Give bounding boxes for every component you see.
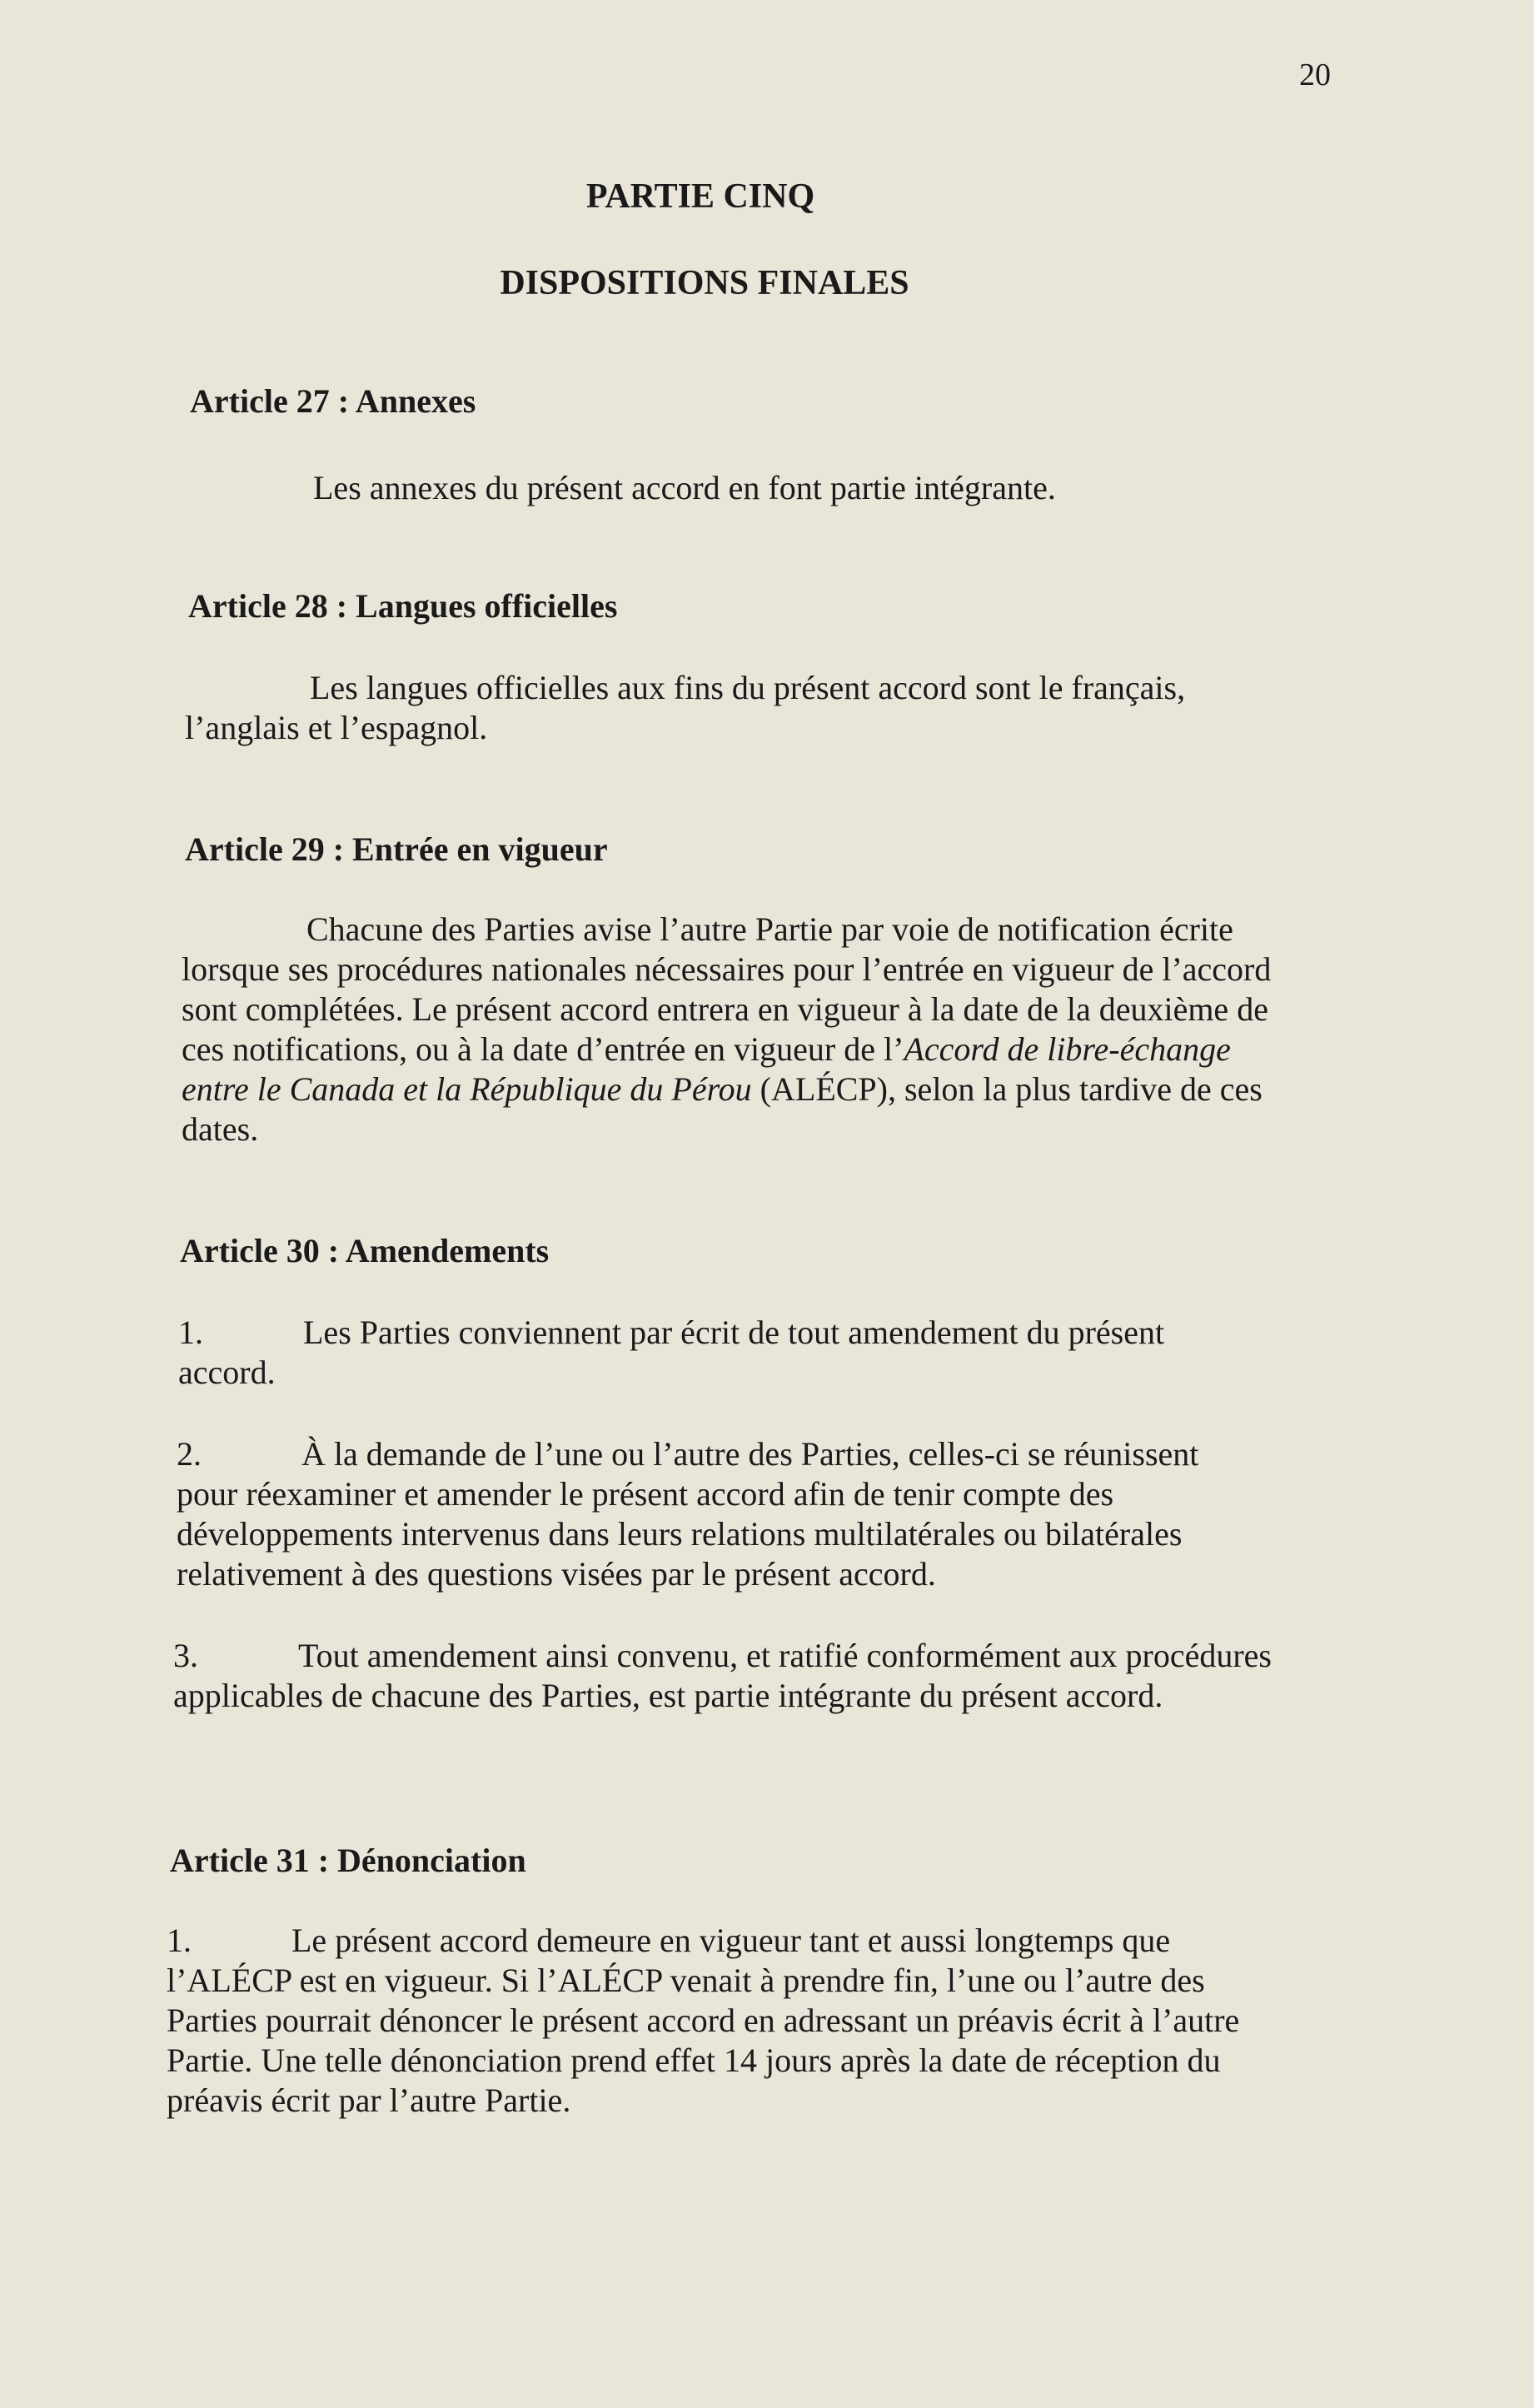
part-subtitle: DISPOSITIONS FINALES — [500, 264, 909, 302]
article-29-heading: Article 29 : Entrée en vigueur — [185, 830, 608, 868]
article-27-heading: Article 27 : Annexes — [190, 382, 476, 420]
article-30-heading: Article 30 : Amendements — [180, 1232, 550, 1269]
article-29-agreement-title: Accord de libre-échange entre le Canada et la République du Pérou — [182, 1030, 1231, 1108]
article-28-heading: Article 28 : Langues officielles — [188, 587, 618, 625]
paragraph-number: 2. — [177, 1435, 202, 1473]
article-27-text: Les annexes du présent accord en font partie intégrante. — [313, 469, 1056, 506]
article-31-heading: Article 31 : Dénonciation — [170, 1842, 526, 1879]
article-29-text-end: (ALÉCP), selon la plus tardive de ces dates. — [182, 1070, 1263, 1148]
paragraph-text: À la demande de l’une ou l’autre des Parties, celles-ci se réunissent pour réexaminer et amender le présent accord afin de tenir compte des développements intervenus dans leurs relations multilatérales ou bilatérales relativement à des questions visées par le présent accord. — [177, 1435, 1199, 1593]
article-29-text: Chacune des Parties avise l’autre Partie par voie de notification écrite lorsque ses procédures nationales nécessaires pour l’entrée en vigueur de l’accord sont complétées. Le présent accord entrera en vigueur à la date de la deuxième de ces notifications, ou à la date d’entrée en vigueur de l’ — [182, 910, 1272, 1068]
part-title: PARTIE CINQ — [585, 177, 815, 216]
article-30-paragraph-2 — [177, 1434, 1259, 1594]
paragraph-number: 3. — [173, 1637, 198, 1674]
paragraph-number: 1. — [178, 1314, 203, 1351]
article-31-paragraph-1 — [167, 1921, 1299, 2121]
page-number: 20 — [1299, 57, 1331, 92]
paragraph-number: 1. — [167, 1922, 192, 1959]
article-30-paragraph-1 — [178, 1313, 1261, 1393]
paragraph-text: Le présent accord demeure en vigueur tant et aussi longtemps que l’ALÉCP est en vigueur. Si l’ALÉCP venait à prendre fin, l’une ou l’autre des Parties pourrait dénoncer le présent accord en adressant un préavis écrit à l’autre Partie. Une telle dénonciation prend effet 14 jours après la date de réception du préavis écrit par l’autre Partie. — [167, 1922, 1240, 2119]
paragraph-text: Les Parties conviennent par écrit de tout amendement du présent accord. — [178, 1314, 1165, 1391]
article-28-paragraph: Les langues officielles aux fins du présent accord sont le français, l’anglais et l’espagnol. — [185, 669, 1186, 746]
article-30-paragraph-3 — [173, 1636, 1281, 1716]
article-27-paragraph — [190, 468, 1306, 508]
paragraph-text: Tout amendement ainsi convenu, et ratifié conformément aux procédures applicables de chacune des Parties, est partie intégrante du présent accord. — [173, 1637, 1272, 1714]
article-29-paragraph — [182, 910, 1289, 1149]
